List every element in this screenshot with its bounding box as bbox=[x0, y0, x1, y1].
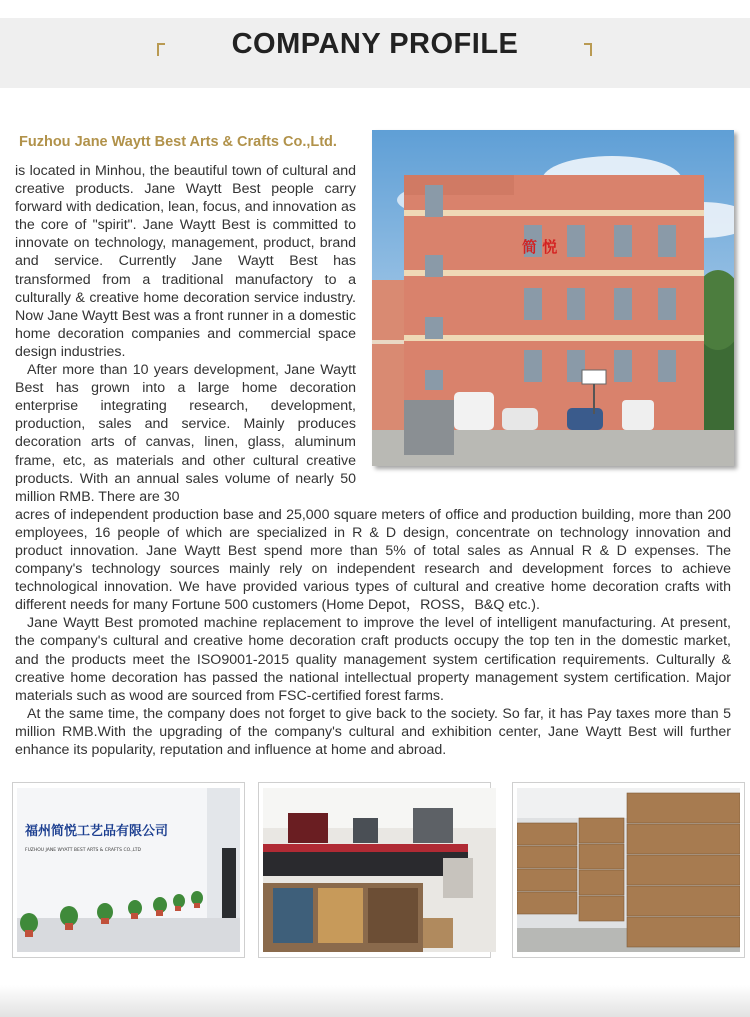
printing-workshop-photo bbox=[263, 788, 496, 952]
page-title: COMPANY PROFILE bbox=[231, 28, 519, 60]
paragraph-society: At the same time, the company does not forget to give back to the society. So far, it has Pay taxes more than 5 million RMB.With the upgrading of the company's cultural and exhibition center, Jane Waytt Best will further enhance its popularity, reputation and influence at home and abroad. bbox=[15, 705, 731, 758]
company-description bbox=[15, 162, 731, 759]
paragraph-manufacturing: Jane Waytt Best promoted machine replacement to improve the level of intelligent manufacturing. At present, the company's cultural and creative home decoration craft products occupy the top ten in the domestic market, and the products meet the ISO9001-2015 quality management system certification requirements. Culturally & creative home decoration has passed the national intellectual property management system certification. Major materials such as wood are sourced from FSC-certified forest farms. bbox=[15, 615, 731, 704]
paragraph-production-base: acres of independent production base and 25,000 square meters of office and production building, more than 200 employees, 16 people of which are specialized in R & D design, concentrate on technology innovation and product innovation. Jane Waytt Best spend more than 5% of total sales as Annual R & D expenses. The company's technology sources mainly rely on independent research and development forces to achieve technological innovation. We have provided various types of cultural and creative home decoration crafts with different needs for many Fortune 500 customers (Home Depot，ROSS，B&Q etc.). bbox=[15, 506, 731, 614]
corner-bracket-right-icon bbox=[584, 43, 592, 56]
warehouse-photo bbox=[517, 788, 740, 952]
company-name: Fuzhou Jane Waytt Best Arts & Crafts Co.,Ltd. bbox=[19, 134, 337, 150]
lobby-photo-card bbox=[12, 782, 245, 958]
warehouse-photo-card bbox=[512, 782, 745, 958]
svg-text:福州简悦工艺品有限公司: 福州简悦工艺品有限公司 bbox=[25, 824, 169, 839]
paragraph-development: After more than 10 years development, Jane Waytt Best has grown into a large home decoration enterprise integrating research, development, production, sales and service. Mainly produces decoration arts of canvas, linen, glass, aluminum frame, etc, as materials and other cultural creative products. With an annual sales volume of nearly 50 million RMB. There are 30 bbox=[15, 362, 356, 505]
svg-text:FUZHOU JANE WYATT BEST ARTS &: FUZHOU JANE WYATT BEST ARTS & CRAFTS CO.,LTD bbox=[25, 848, 141, 853]
svg-text:简 悦: 简 悦 bbox=[522, 238, 558, 256]
paragraph-intro: is located in Minhou, the beautiful town of cultural and creative products. Jane Waytt Best people carry forward with dedication, lean, focus, and innovation as the core of "spirit". Jane Waytt Best is committed to innovate on technology, management, product, brand and service. Currently Jane Waytt Best has transformed from a traditional manufactory to a culturally & creative home decoration service industry. Now Jane Waytt Best was a front runner in a domestic home decoration companies and commercial space design industries. bbox=[15, 163, 356, 360]
lobby-photo bbox=[17, 788, 240, 952]
gallery-bottom-shadow bbox=[0, 985, 750, 1017]
printing-workshop-photo-card bbox=[258, 782, 491, 958]
